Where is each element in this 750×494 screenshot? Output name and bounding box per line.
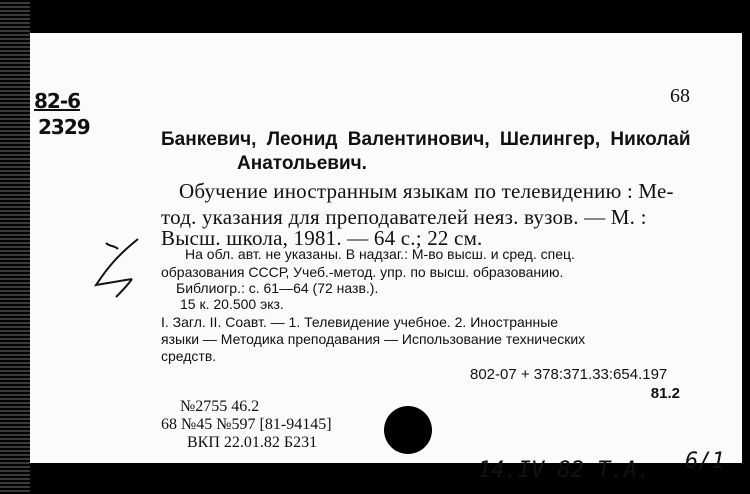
- record-line-3: ВКП 22.01.82 Б231: [187, 434, 318, 451]
- handwritten-mark: 6/1: [685, 449, 725, 474]
- author-line-1: Банкевич, Леонид Валентинович, Шелингер, Николай: [161, 129, 691, 150]
- record-line-2: 68 №45 №597 [81-94145]: [161, 416, 332, 433]
- title-line-2: тод. указания для преподавателей неяз. вузов. — М. :: [161, 205, 647, 229]
- author-line-2: Анатольевич.: [237, 153, 367, 174]
- classification-bbk: 81.2: [650, 385, 680, 402]
- tracing-line-3: средств.: [161, 348, 217, 364]
- title-line-1: Обучение иностранным языкам по телевидению : Ме-: [179, 179, 674, 203]
- handwritten-scribble: [88, 233, 158, 303]
- record-line-1: №2755 46.2: [180, 398, 260, 415]
- shelf-mark-2: 2329: [38, 115, 90, 139]
- note-line-1: На обл. авт. не указаны. В надзаг.: М-во высш. и сред. спец.: [185, 246, 575, 262]
- note-line-4: 15 к. 20.500 экз.: [180, 296, 284, 312]
- note-line-3: Библиогр.: с. 61—64 (72 назв.).: [176, 280, 379, 296]
- scan-edge: [0, 0, 30, 494]
- handwritten-date: 14.IV 82 Т.А.: [478, 458, 651, 483]
- card-number: 68: [670, 85, 690, 107]
- tracing-line-1: I. Загл. II. Соавт. — 1. Телевидение учебное. 2. Иностранные: [161, 314, 559, 330]
- tracing-line-2: языки — Методика преподавания — Использование технических: [161, 331, 586, 347]
- title-line-3: Высш. школа, 1981. — 64 с.; 22 см.: [161, 226, 483, 250]
- classification-udc: 802-07 + 378:371.33:654.197: [470, 366, 668, 383]
- catalog-card: [30, 33, 742, 483]
- ink-blot: [384, 406, 432, 454]
- note-line-2: образования СССР, Учеб.-метод. упр. по высш. образованию.: [161, 264, 564, 280]
- shelf-mark-1: 82-6: [34, 89, 81, 113]
